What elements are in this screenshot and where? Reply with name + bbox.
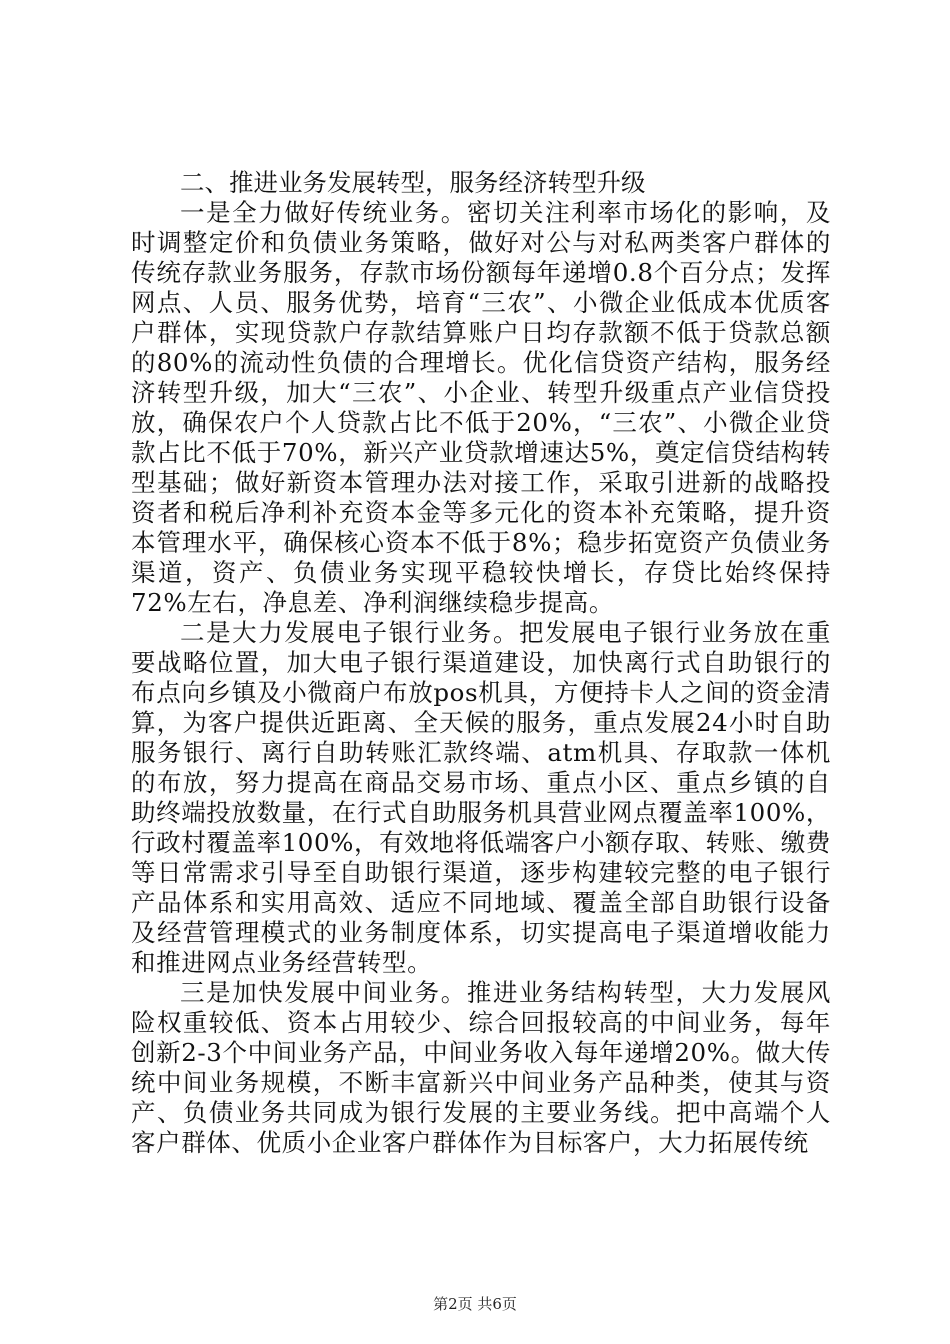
paragraph-e-banking: 二是大力发展电子银行业务。把发展电子银行业务放在重要战略位置，加大电子银行渠道建设，加快离行式自助银行的布点向乡镇及小微商户布放pos机具，方便持卡人之间的资金清算，为客户提供近距离、全天候的服务，重点发展24小时自助服务银行、离行自助转账汇款终端、atm机具、存取款一体机的布放，努力提高在商品交易市场、重点小区、重点乡镇的自助终端投放数量，在行式自助服务机具营业网点覆盖率100%，行政村覆盖率100%，有效地将低端客户小额存取、转账、缴费等日常需求引导至自助银行渠道，逐步构建较完整的电子银行产品体系和实用高效、适应不同地域、覆盖全部自助银行设备及经营管理模式的业务制度体系，切实提高电子渠道增收能力和推进网点业务经营转型。: [131, 618, 831, 977]
paragraph-intermediary-business: 三是加快发展中间业务。推进业务结构转型，大力发展风险权重较低、资本占用较少、综合回报较高的中间业务，每年创新2-3个中间业务产品，中间业务收入每年递增20%。做大传统中间业务规模，不断丰富新兴中间业务产品种类，使其与资产、负债业务共同成为银行发展的主要业务线。把中高端个人客户群体、优质小企业客户群体作为目标客户，大力拓展传统: [131, 978, 831, 1157]
document-body: [131, 168, 831, 1158]
paragraph-traditional-business: 一是全力做好传统业务。密切关注利率市场化的影响，及时调整定价和负债业务策略，做好对公与对私两类客户群体的传统存款业务服务，存款市场份额每年递增0.8个百分点；发挥网点、人员、服务优势，培育“三农”、小微企业低成本优质客户群体，实现贷款户存款结算账户日均存款额不低于贷款总额的80%的流动性负债的合理增长。优化信贷资产结构，服务经济转型升级，加大“三农”、小企业、转型升级重点产业信贷投放，确保农户个人贷款占比不低于20%，“三农”、小微企业贷款占比不低于70%，新兴产业贷款增速达5%，奠定信贷结构转型基础；做好新资本管理办法对接工作，采取引进新的战略投资者和税后净利补充资本金等多元化的资本补充策略，提升资本管理水平，确保核心资本不低于8%；稳步拓宽资产负债业务渠道，资产、负债业务实现平稳较快增长，存贷比始终保持72%左右，净息差、净利润继续稳步提高。: [131, 198, 831, 617]
section-heading: 二、推进业务发展转型，服务经济转型升级: [180, 168, 646, 197]
page-number-footer: 第2页 共6页: [433, 1295, 517, 1313]
